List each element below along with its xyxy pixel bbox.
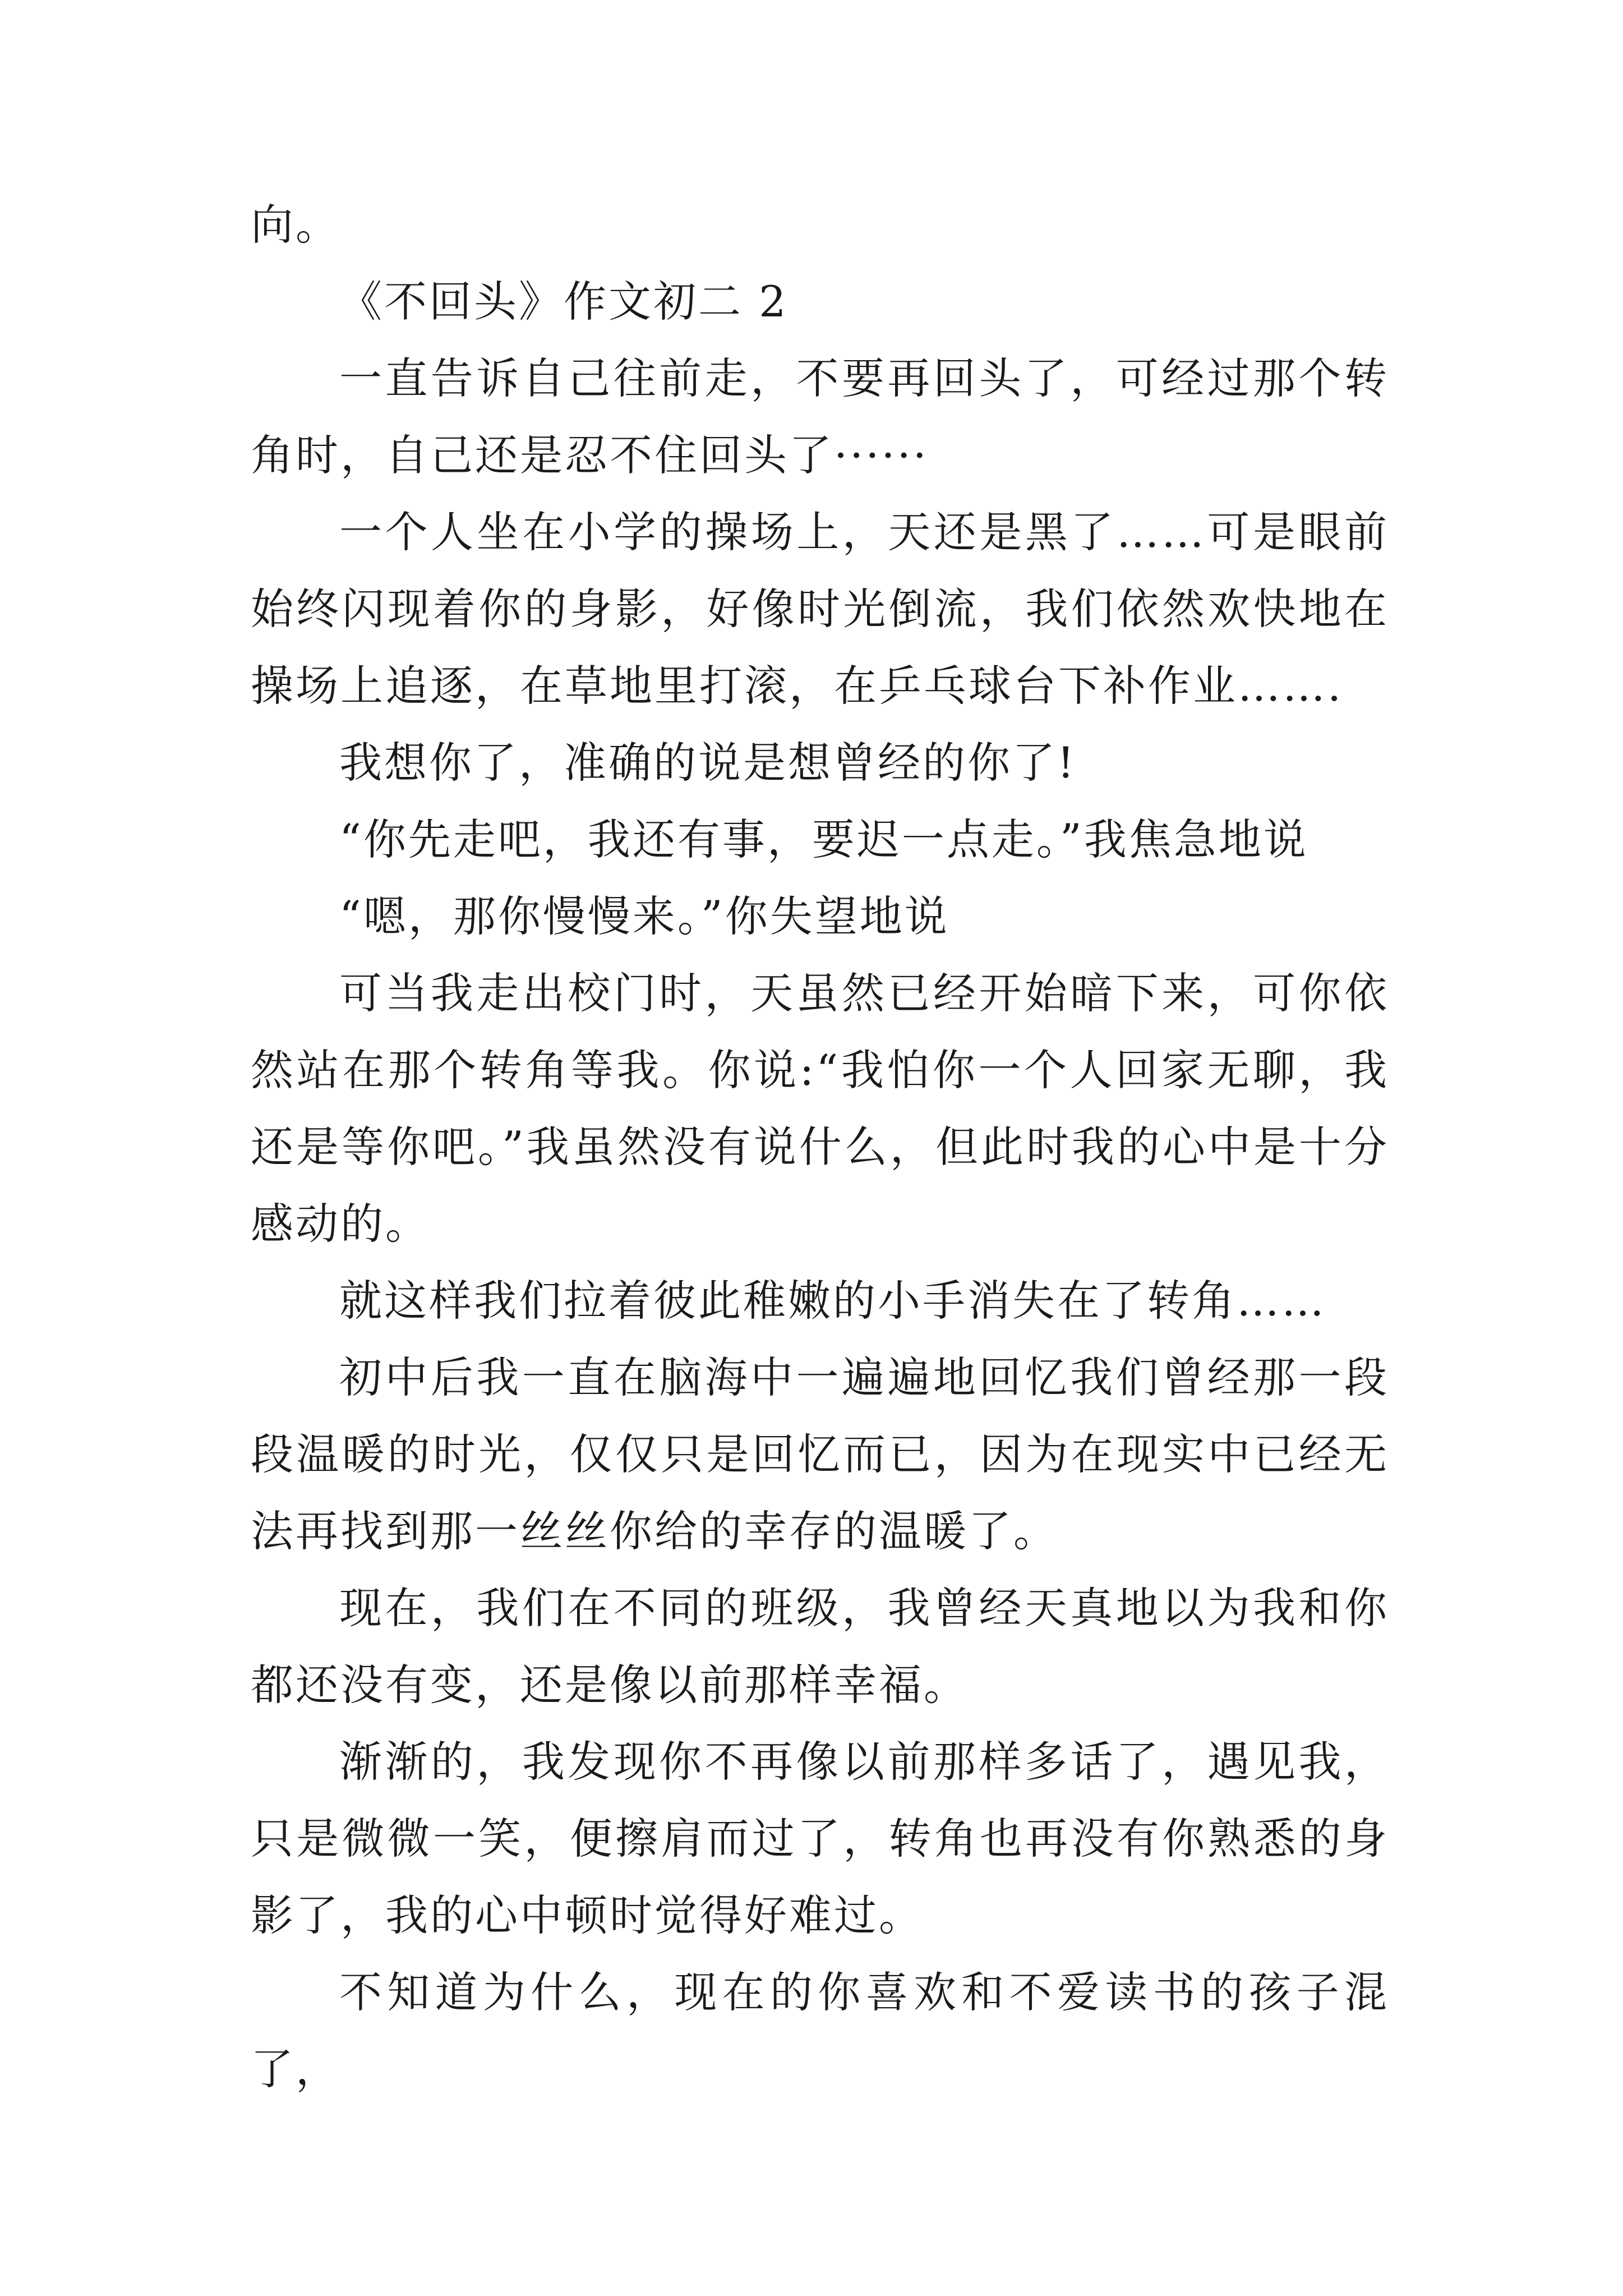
paragraph-continuation: 向。 [251, 200, 340, 250]
paragraph: 初中后我一直在脑海中一遍遍地回忆我们曾经那一段段温暖的时光，仅仅只是回忆而已，因为在现实中已经无法再找到那一丝丝你给的幸存的温暖了。 [251, 1352, 1389, 1556]
paragraph: 我想你了，准确的说是想曾经的你了! [339, 738, 1077, 788]
paragraph: 一个人坐在小学的操场上，天还是黑了……可是眼前始终闪现着你的身影，好像时光倒流，我们依然欢快地在操场上追逐，在草地里打滚，在乒乓球台下补作业……. [251, 507, 1389, 711]
paragraph: 就这样我们拉着彼此稚嫩的小手消失在了转角…… [339, 1276, 1326, 1326]
paragraph: 可当我走出校门时，天虽然已经开始暗下来，可你依然站在那个转角等我。你说:“我怕你一个人回家无聊，我还是等你吧。”我虽然没有说什么，但此时我的心中是十分感动的。 [251, 968, 1389, 1249]
paragraph: 不知道为什么，现在的你喜欢和不爱读书的孩子混了， [251, 1967, 1389, 2094]
paragraph: 一直告诉自己往前走，不要再回头了，可经过那个转角时，自己还是忍不住回头了······ [251, 353, 1389, 480]
essay-title: 《不回头》作文初二 2 [339, 277, 789, 326]
essay-body [251, 186, 1389, 2108]
paragraph: 现在，我们在不同的班级，我曾经天真地以为我和你都还没有变，还是像以前那样幸福。 [251, 1583, 1389, 1710]
dialogue-line: “你先走吧，我还有事，要迟一点走。”我焦急地说 [339, 815, 1308, 864]
dialogue-line: “嗯，那你慢慢来。”你失望地说 [339, 891, 949, 941]
paragraph: 渐渐的，我发现你不再像以前那样多话了，遇见我，只是微微一笑，便擦肩而过了，转角也再没有你熟悉的身影了，我的心中顿时觉得好难过。 [251, 1737, 1389, 1940]
